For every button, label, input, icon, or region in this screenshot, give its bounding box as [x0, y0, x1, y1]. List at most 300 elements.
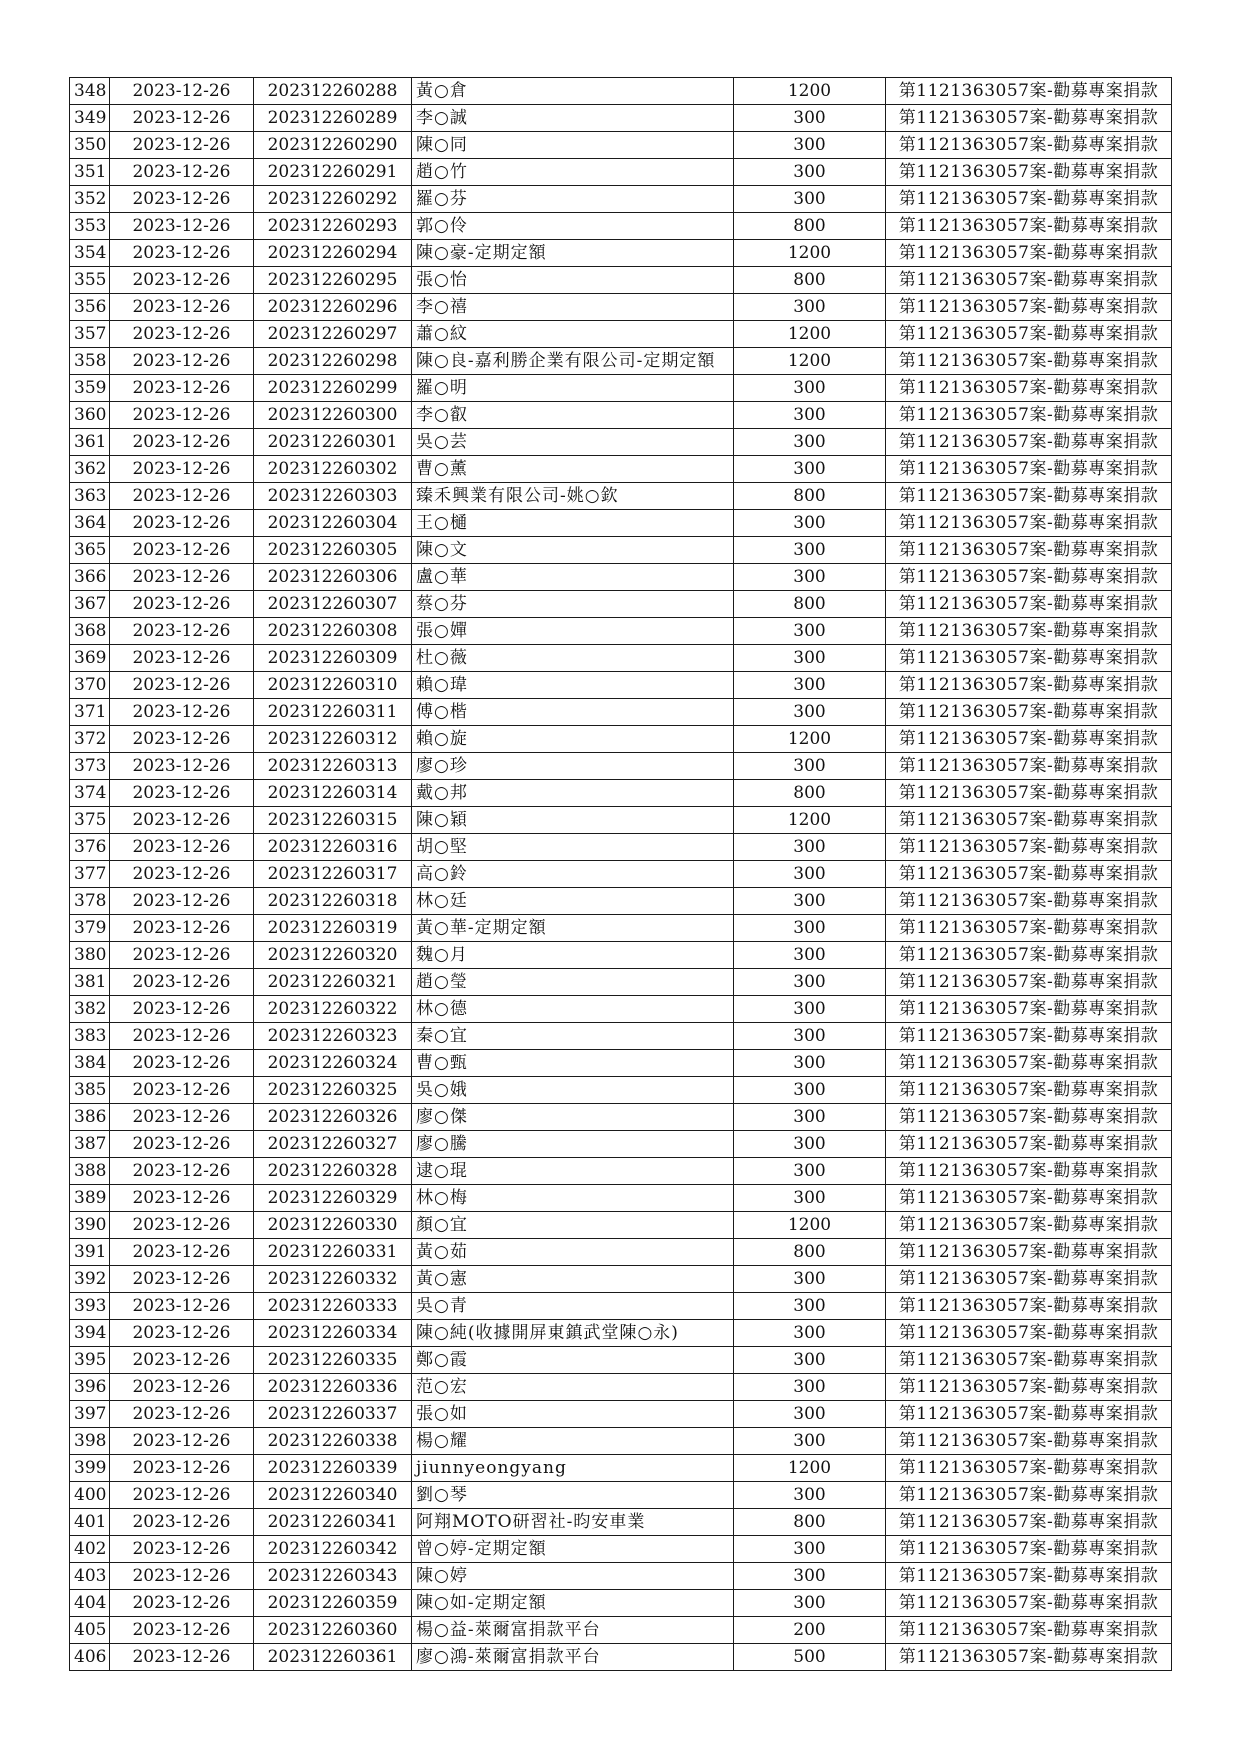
donor-name-cell: 郭○伶 [412, 213, 734, 240]
row-number-cell: 375 [70, 807, 110, 834]
row-number-cell: 351 [70, 159, 110, 186]
amount-cell: 300 [734, 510, 886, 537]
receipt-number-cell: 202312260310 [254, 672, 412, 699]
row-number-cell: 350 [70, 132, 110, 159]
receipt-number-cell: 202312260343 [254, 1563, 412, 1590]
receipt-number-cell: 202312260314 [254, 780, 412, 807]
table-row [70, 1023, 1172, 1050]
donation-date-cell: 2023-12-26 [110, 1077, 254, 1104]
donor-name-cell: 逮○琨 [412, 1158, 734, 1185]
row-number-cell: 371 [70, 699, 110, 726]
purpose-cell: 第1121363057案-勸募專案捐款 [886, 1104, 1172, 1131]
donation-date-cell: 2023-12-26 [110, 1644, 254, 1671]
donation-date-cell: 2023-12-26 [110, 294, 254, 321]
donor-name-cell: 趙○竹 [412, 159, 734, 186]
donation-date-cell: 2023-12-26 [110, 1509, 254, 1536]
row-number-cell: 390 [70, 1212, 110, 1239]
table-row [70, 375, 1172, 402]
receipt-number-cell: 202312260313 [254, 753, 412, 780]
donor-name-cell: 秦○宜 [412, 1023, 734, 1050]
purpose-cell: 第1121363057案-勸募專案捐款 [886, 348, 1172, 375]
receipt-number-cell: 202312260294 [254, 240, 412, 267]
donor-name-cell: 羅○芬 [412, 186, 734, 213]
purpose-cell: 第1121363057案-勸募專案捐款 [886, 1077, 1172, 1104]
donor-name-cell: 魏○月 [412, 942, 734, 969]
receipt-number-cell: 202312260312 [254, 726, 412, 753]
donation-date-cell: 2023-12-26 [110, 834, 254, 861]
table-row [70, 753, 1172, 780]
row-number-cell: 383 [70, 1023, 110, 1050]
receipt-number-cell: 202312260316 [254, 834, 412, 861]
donation-date-cell: 2023-12-26 [110, 1131, 254, 1158]
purpose-cell: 第1121363057案-勸募專案捐款 [886, 267, 1172, 294]
purpose-cell: 第1121363057案-勸募專案捐款 [886, 1050, 1172, 1077]
row-number-cell: 382 [70, 996, 110, 1023]
receipt-number-cell: 202312260306 [254, 564, 412, 591]
row-number-cell: 380 [70, 942, 110, 969]
table-row [70, 483, 1172, 510]
amount-cell: 300 [734, 1104, 886, 1131]
amount-cell: 300 [734, 1536, 886, 1563]
donation-date-cell: 2023-12-26 [110, 969, 254, 996]
amount-cell: 300 [734, 294, 886, 321]
receipt-number-cell: 202312260297 [254, 321, 412, 348]
donor-name-cell: 蔡○芬 [412, 591, 734, 618]
purpose-cell: 第1121363057案-勸募專案捐款 [886, 1131, 1172, 1158]
amount-cell: 300 [734, 132, 886, 159]
amount-cell: 300 [734, 942, 886, 969]
donor-name-cell: 廖○傑 [412, 1104, 734, 1131]
donation-date-cell: 2023-12-26 [110, 1563, 254, 1590]
table-row [70, 1482, 1172, 1509]
table-row [70, 1374, 1172, 1401]
receipt-number-cell: 202312260326 [254, 1104, 412, 1131]
receipt-number-cell: 202312260328 [254, 1158, 412, 1185]
amount-cell: 300 [734, 429, 886, 456]
donor-name-cell: 陳○如-定期定額 [412, 1590, 734, 1617]
purpose-cell: 第1121363057案-勸募專案捐款 [886, 429, 1172, 456]
purpose-cell: 第1121363057案-勸募專案捐款 [886, 672, 1172, 699]
donor-name-cell: 陳○同 [412, 132, 734, 159]
row-number-cell: 386 [70, 1104, 110, 1131]
donor-name-cell: 傅○楷 [412, 699, 734, 726]
table-row [70, 1158, 1172, 1185]
purpose-cell: 第1121363057案-勸募專案捐款 [886, 402, 1172, 429]
donor-name-cell: 廖○騰 [412, 1131, 734, 1158]
donor-name-cell: 吳○芸 [412, 429, 734, 456]
donor-name-cell: 趙○瑩 [412, 969, 734, 996]
donor-name-cell: 楊○耀 [412, 1428, 734, 1455]
receipt-number-cell: 202312260299 [254, 375, 412, 402]
row-number-cell: 373 [70, 753, 110, 780]
donation-date-cell: 2023-12-26 [110, 1050, 254, 1077]
amount-cell: 300 [734, 996, 886, 1023]
purpose-cell: 第1121363057案-勸募專案捐款 [886, 78, 1172, 105]
purpose-cell: 第1121363057案-勸募專案捐款 [886, 1023, 1172, 1050]
donor-name-cell: 廖○珍 [412, 753, 734, 780]
receipt-number-cell: 202312260291 [254, 159, 412, 186]
donation-date-cell: 2023-12-26 [110, 105, 254, 132]
purpose-cell: 第1121363057案-勸募專案捐款 [886, 1401, 1172, 1428]
donation-date-cell: 2023-12-26 [110, 888, 254, 915]
purpose-cell: 第1121363057案-勸募專案捐款 [886, 618, 1172, 645]
donor-name-cell: 廖○鴻-萊爾富捐款平台 [412, 1644, 734, 1671]
row-number-cell: 374 [70, 780, 110, 807]
amount-cell: 300 [734, 1050, 886, 1077]
row-number-cell: 353 [70, 213, 110, 240]
row-number-cell: 355 [70, 267, 110, 294]
receipt-number-cell: 202312260335 [254, 1347, 412, 1374]
amount-cell: 300 [734, 1428, 886, 1455]
receipt-number-cell: 202312260332 [254, 1266, 412, 1293]
donation-date-cell: 2023-12-26 [110, 915, 254, 942]
table-row [70, 699, 1172, 726]
purpose-cell: 第1121363057案-勸募專案捐款 [886, 1374, 1172, 1401]
donation-date-cell: 2023-12-26 [110, 1590, 254, 1617]
amount-cell: 300 [734, 1347, 886, 1374]
amount-cell: 800 [734, 483, 886, 510]
receipt-number-cell: 202312260318 [254, 888, 412, 915]
amount-cell: 800 [734, 1509, 886, 1536]
table-row [70, 564, 1172, 591]
amount-cell: 300 [734, 861, 886, 888]
donation-date-cell: 2023-12-26 [110, 618, 254, 645]
row-number-cell: 404 [70, 1590, 110, 1617]
table-row [70, 1401, 1172, 1428]
donation-date-cell: 2023-12-26 [110, 861, 254, 888]
receipt-number-cell: 202312260308 [254, 618, 412, 645]
donor-name-cell: 吳○娥 [412, 1077, 734, 1104]
donor-name-cell: 賴○瑋 [412, 672, 734, 699]
donation-date-cell: 2023-12-26 [110, 726, 254, 753]
donor-name-cell: 陳○豪-定期定額 [412, 240, 734, 267]
purpose-cell: 第1121363057案-勸募專案捐款 [886, 1617, 1172, 1644]
donor-name-cell: 鄭○霞 [412, 1347, 734, 1374]
table-row [70, 267, 1172, 294]
purpose-cell: 第1121363057案-勸募專案捐款 [886, 699, 1172, 726]
donor-name-cell: 陳○純(收據開屏東鎮武堂陳○永) [412, 1320, 734, 1347]
row-number-cell: 378 [70, 888, 110, 915]
donation-date-cell: 2023-12-26 [110, 1536, 254, 1563]
table-row [70, 1212, 1172, 1239]
table-row [70, 1455, 1172, 1482]
donation-date-cell: 2023-12-26 [110, 1347, 254, 1374]
row-number-cell: 400 [70, 1482, 110, 1509]
table-row [70, 78, 1172, 105]
amount-cell: 1200 [734, 321, 886, 348]
table-row [70, 672, 1172, 699]
receipt-number-cell: 202312260289 [254, 105, 412, 132]
receipt-number-cell: 202312260303 [254, 483, 412, 510]
row-number-cell: 381 [70, 969, 110, 996]
donation-date-cell: 2023-12-26 [110, 942, 254, 969]
row-number-cell: 403 [70, 1563, 110, 1590]
row-number-cell: 398 [70, 1428, 110, 1455]
amount-cell: 800 [734, 213, 886, 240]
donation-date-cell: 2023-12-26 [110, 807, 254, 834]
purpose-cell: 第1121363057案-勸募專案捐款 [886, 834, 1172, 861]
purpose-cell: 第1121363057案-勸募專案捐款 [886, 510, 1172, 537]
table-row [70, 915, 1172, 942]
purpose-cell: 第1121363057案-勸募專案捐款 [886, 942, 1172, 969]
row-number-cell: 379 [70, 915, 110, 942]
table-row [70, 186, 1172, 213]
purpose-cell: 第1121363057案-勸募專案捐款 [886, 645, 1172, 672]
receipt-number-cell: 202312260338 [254, 1428, 412, 1455]
donor-name-cell: 盧○華 [412, 564, 734, 591]
donor-name-cell: 曾○婷-定期定額 [412, 1536, 734, 1563]
purpose-cell: 第1121363057案-勸募專案捐款 [886, 186, 1172, 213]
purpose-cell: 第1121363057案-勸募專案捐款 [886, 105, 1172, 132]
donor-name-cell: 黃○華-定期定額 [412, 915, 734, 942]
donation-date-cell: 2023-12-26 [110, 672, 254, 699]
table-row [70, 1320, 1172, 1347]
table-row [70, 1590, 1172, 1617]
row-number-cell: 359 [70, 375, 110, 402]
table-row [70, 807, 1172, 834]
amount-cell: 800 [734, 1239, 886, 1266]
table-row [70, 726, 1172, 753]
row-number-cell: 358 [70, 348, 110, 375]
amount-cell: 300 [734, 1293, 886, 1320]
row-number-cell: 370 [70, 672, 110, 699]
receipt-number-cell: 202312260361 [254, 1644, 412, 1671]
receipt-number-cell: 202312260333 [254, 1293, 412, 1320]
row-number-cell: 352 [70, 186, 110, 213]
amount-cell: 800 [734, 591, 886, 618]
donor-name-cell: 羅○明 [412, 375, 734, 402]
donation-date-cell: 2023-12-26 [110, 699, 254, 726]
amount-cell: 1200 [734, 78, 886, 105]
donor-name-cell: 陳○婷 [412, 1563, 734, 1590]
amount-cell: 300 [734, 1590, 886, 1617]
donor-name-cell: 林○德 [412, 996, 734, 1023]
donor-name-cell: 阿翔MOTO研習社-昀安車業 [412, 1509, 734, 1536]
purpose-cell: 第1121363057案-勸募專案捐款 [886, 1563, 1172, 1590]
receipt-number-cell: 202312260296 [254, 294, 412, 321]
amount-cell: 300 [734, 105, 886, 132]
purpose-cell: 第1121363057案-勸募專案捐款 [886, 1347, 1172, 1374]
table-row [70, 618, 1172, 645]
table-row [70, 645, 1172, 672]
amount-cell: 300 [734, 1266, 886, 1293]
purpose-cell: 第1121363057案-勸募專案捐款 [886, 1482, 1172, 1509]
donation-date-cell: 2023-12-26 [110, 510, 254, 537]
donor-name-cell: 曹○甄 [412, 1050, 734, 1077]
donor-name-cell: 李○誠 [412, 105, 734, 132]
receipt-number-cell: 202312260309 [254, 645, 412, 672]
amount-cell: 300 [734, 618, 886, 645]
donation-date-cell: 2023-12-26 [110, 321, 254, 348]
donation-date-cell: 2023-12-26 [110, 1185, 254, 1212]
row-number-cell: 354 [70, 240, 110, 267]
purpose-cell: 第1121363057案-勸募專案捐款 [886, 1644, 1172, 1671]
amount-cell: 300 [734, 564, 886, 591]
table-row [70, 942, 1172, 969]
donation-date-cell: 2023-12-26 [110, 213, 254, 240]
receipt-number-cell: 202312260334 [254, 1320, 412, 1347]
donor-name-cell: 張○如 [412, 1401, 734, 1428]
purpose-cell: 第1121363057案-勸募專案捐款 [886, 726, 1172, 753]
row-number-cell: 393 [70, 1293, 110, 1320]
table-row [70, 456, 1172, 483]
amount-cell: 300 [734, 1077, 886, 1104]
donation-date-cell: 2023-12-26 [110, 1320, 254, 1347]
amount-cell: 300 [734, 915, 886, 942]
table-row [70, 780, 1172, 807]
amount-cell: 300 [734, 159, 886, 186]
donor-name-cell: 陳○良-嘉利勝企業有限公司-定期定額 [412, 348, 734, 375]
receipt-number-cell: 202312260315 [254, 807, 412, 834]
receipt-number-cell: 202312260341 [254, 1509, 412, 1536]
table-row [70, 132, 1172, 159]
row-number-cell: 394 [70, 1320, 110, 1347]
donor-name-cell: 戴○邦 [412, 780, 734, 807]
donor-name-cell: 陳○文 [412, 537, 734, 564]
purpose-cell: 第1121363057案-勸募專案捐款 [886, 1590, 1172, 1617]
donation-date-cell: 2023-12-26 [110, 591, 254, 618]
donation-date-cell: 2023-12-26 [110, 1104, 254, 1131]
donation-date-cell: 2023-12-26 [110, 1158, 254, 1185]
row-number-cell: 369 [70, 645, 110, 672]
row-number-cell: 362 [70, 456, 110, 483]
donation-date-cell: 2023-12-26 [110, 1374, 254, 1401]
donor-name-cell: 黃○倉 [412, 78, 734, 105]
table-row [70, 105, 1172, 132]
table-row [70, 1563, 1172, 1590]
purpose-cell: 第1121363057案-勸募專案捐款 [886, 1158, 1172, 1185]
purpose-cell: 第1121363057案-勸募專案捐款 [886, 213, 1172, 240]
donation-date-cell: 2023-12-26 [110, 159, 254, 186]
receipt-number-cell: 202312260317 [254, 861, 412, 888]
row-number-cell: 368 [70, 618, 110, 645]
amount-cell: 300 [734, 402, 886, 429]
table-row [70, 321, 1172, 348]
row-number-cell: 391 [70, 1239, 110, 1266]
donor-name-cell: 胡○堅 [412, 834, 734, 861]
row-number-cell: 389 [70, 1185, 110, 1212]
purpose-cell: 第1121363057案-勸募專案捐款 [886, 1320, 1172, 1347]
amount-cell: 800 [734, 780, 886, 807]
amount-cell: 300 [734, 672, 886, 699]
row-number-cell: 361 [70, 429, 110, 456]
receipt-number-cell: 202312260321 [254, 969, 412, 996]
row-number-cell: 397 [70, 1401, 110, 1428]
donation-date-cell: 2023-12-26 [110, 267, 254, 294]
donation-date-cell: 2023-12-26 [110, 402, 254, 429]
receipt-number-cell: 202312260360 [254, 1617, 412, 1644]
amount-cell: 300 [734, 537, 886, 564]
amount-cell: 500 [734, 1644, 886, 1671]
donation-date-cell: 2023-12-26 [110, 429, 254, 456]
receipt-number-cell: 202312260319 [254, 915, 412, 942]
donation-date-cell: 2023-12-26 [110, 1482, 254, 1509]
table-row [70, 1428, 1172, 1455]
receipt-number-cell: 202312260295 [254, 267, 412, 294]
row-number-cell: 363 [70, 483, 110, 510]
table-row [70, 1077, 1172, 1104]
donation-date-cell: 2023-12-26 [110, 456, 254, 483]
receipt-number-cell: 202312260301 [254, 429, 412, 456]
table-row [70, 213, 1172, 240]
donation-date-cell: 2023-12-26 [110, 375, 254, 402]
amount-cell: 300 [734, 1320, 886, 1347]
receipt-number-cell: 202312260292 [254, 186, 412, 213]
donation-date-cell: 2023-12-26 [110, 753, 254, 780]
table-row [70, 537, 1172, 564]
purpose-cell: 第1121363057案-勸募專案捐款 [886, 1293, 1172, 1320]
amount-cell: 300 [734, 1374, 886, 1401]
donor-name-cell: 賴○旋 [412, 726, 734, 753]
donor-name-cell: 張○怡 [412, 267, 734, 294]
purpose-cell: 第1121363057案-勸募專案捐款 [886, 1428, 1172, 1455]
receipt-number-cell: 202312260331 [254, 1239, 412, 1266]
amount-cell: 300 [734, 1131, 886, 1158]
donor-name-cell: 臻禾興業有限公司-姚○欽 [412, 483, 734, 510]
purpose-cell: 第1121363057案-勸募專案捐款 [886, 753, 1172, 780]
purpose-cell: 第1121363057案-勸募專案捐款 [886, 996, 1172, 1023]
donation-date-cell: 2023-12-26 [110, 483, 254, 510]
row-number-cell: 387 [70, 1131, 110, 1158]
table-row [70, 1050, 1172, 1077]
receipt-number-cell: 202312260330 [254, 1212, 412, 1239]
purpose-cell: 第1121363057案-勸募專案捐款 [886, 132, 1172, 159]
amount-cell: 300 [734, 1023, 886, 1050]
row-number-cell: 388 [70, 1158, 110, 1185]
purpose-cell: 第1121363057案-勸募專案捐款 [886, 294, 1172, 321]
donation-date-cell: 2023-12-26 [110, 780, 254, 807]
row-number-cell: 406 [70, 1644, 110, 1671]
donor-name-cell: 黃○茹 [412, 1239, 734, 1266]
purpose-cell: 第1121363057案-勸募專案捐款 [886, 1212, 1172, 1239]
purpose-cell: 第1121363057案-勸募專案捐款 [886, 1536, 1172, 1563]
purpose-cell: 第1121363057案-勸募專案捐款 [886, 780, 1172, 807]
donor-name-cell: 范○宏 [412, 1374, 734, 1401]
receipt-number-cell: 202312260327 [254, 1131, 412, 1158]
receipt-number-cell: 202312260340 [254, 1482, 412, 1509]
donation-date-cell: 2023-12-26 [110, 186, 254, 213]
row-number-cell: 395 [70, 1347, 110, 1374]
amount-cell: 300 [734, 186, 886, 213]
table-row [70, 1185, 1172, 1212]
table-row [70, 294, 1172, 321]
table-row [70, 834, 1172, 861]
purpose-cell: 第1121363057案-勸募專案捐款 [886, 1509, 1172, 1536]
donation-date-cell: 2023-12-26 [110, 1023, 254, 1050]
row-number-cell: 384 [70, 1050, 110, 1077]
amount-cell: 1200 [734, 240, 886, 267]
donor-name-cell: 李○叡 [412, 402, 734, 429]
receipt-number-cell: 202312260359 [254, 1590, 412, 1617]
receipt-number-cell: 202312260304 [254, 510, 412, 537]
amount-cell: 1200 [734, 1212, 886, 1239]
amount-cell: 300 [734, 375, 886, 402]
donation-date-cell: 2023-12-26 [110, 78, 254, 105]
row-number-cell: 365 [70, 537, 110, 564]
table-row [70, 1239, 1172, 1266]
table-row [70, 996, 1172, 1023]
receipt-number-cell: 202312260288 [254, 78, 412, 105]
donation-date-cell: 2023-12-26 [110, 537, 254, 564]
receipt-number-cell: 202312260342 [254, 1536, 412, 1563]
row-number-cell: 364 [70, 510, 110, 537]
amount-cell: 1200 [734, 726, 886, 753]
row-number-cell: 376 [70, 834, 110, 861]
row-number-cell: 399 [70, 1455, 110, 1482]
donation-date-cell: 2023-12-26 [110, 1428, 254, 1455]
row-number-cell: 385 [70, 1077, 110, 1104]
donation-date-cell: 2023-12-26 [110, 1266, 254, 1293]
